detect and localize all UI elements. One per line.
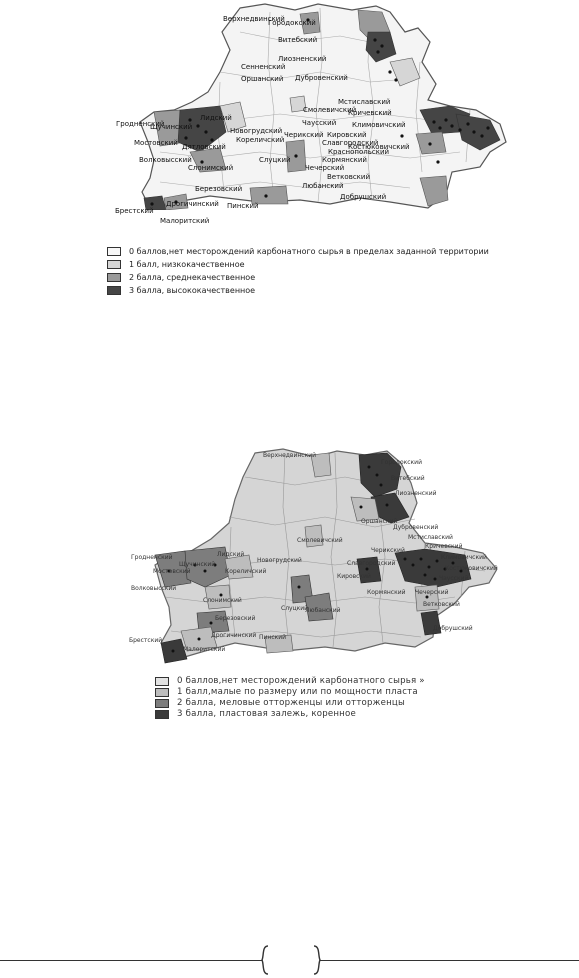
- district-label: Верхнедвинский: [263, 452, 317, 459]
- legend-swatch: [107, 247, 121, 256]
- district-label: Кировский: [337, 573, 371, 580]
- district-label: Костюковичский: [348, 143, 410, 151]
- district-label: Березовский: [195, 185, 243, 193]
- district-label: Ветковский: [327, 173, 370, 181]
- district-label: Гродненский: [116, 120, 165, 128]
- district-label: Дубровенский: [295, 74, 348, 82]
- district-label: Мостовский: [153, 568, 191, 575]
- legend-label: 0 баллов,нет месторождений карбонатного сырья »: [177, 676, 425, 686]
- district-label: Витебский: [391, 475, 425, 482]
- district-label: Березовский: [215, 615, 256, 622]
- legend-label: 2 балла, меловые отторженцы или отторженцы: [177, 698, 405, 708]
- district-label: Пинский: [259, 634, 287, 641]
- district-label: Мстиславский: [408, 534, 453, 541]
- district-label: Славгородский: [347, 560, 396, 567]
- district-label: Черикский: [371, 547, 405, 554]
- legend-swatch: [155, 677, 169, 686]
- district-label: Чаусский: [302, 119, 337, 127]
- district-label: Слуцкий: [281, 605, 309, 612]
- district-label: Добрушский: [433, 625, 473, 632]
- district-label: Лиозненский: [395, 490, 437, 497]
- district-label: Оршанский: [241, 75, 284, 83]
- district-label: Лидский: [217, 551, 245, 558]
- district-label: Чаусский: [439, 575, 469, 582]
- district-label: Сенненский: [241, 63, 286, 71]
- district-label: Слонимский: [203, 597, 242, 604]
- district-label: Климовичский: [352, 121, 406, 129]
- district-label: Брестский: [129, 637, 163, 644]
- district-label: Смолевичский: [303, 106, 357, 114]
- district-label: Любанский: [305, 607, 341, 614]
- district-label: Витебский: [278, 36, 318, 44]
- district-label: Чечерский: [415, 589, 449, 596]
- district-label: Кормянский: [322, 156, 367, 164]
- district-label: Лидский: [200, 114, 232, 122]
- district-label: Брестский: [115, 207, 154, 215]
- district-label: Черикский: [284, 131, 324, 139]
- legend-top: [107, 246, 507, 298]
- legend-bottom: [155, 676, 495, 728]
- district-label: Смолевичский: [297, 537, 343, 544]
- district-label: Волковысский: [131, 585, 177, 592]
- district-label: Кричевский: [425, 543, 463, 550]
- district-label: Лиозненский: [278, 55, 327, 63]
- district-label: Мостовский: [134, 139, 178, 147]
- district-label: Волковысский: [139, 156, 192, 164]
- district-label: Славгородский: [322, 139, 379, 147]
- district-label: Новогрудский: [230, 127, 283, 135]
- district-label: Слуцкий: [259, 156, 291, 164]
- legend-label: 0 баллов,нет месторождений карбонатного сырья в пределах заданной территории: [129, 247, 489, 256]
- district-label: Городокский: [381, 459, 422, 466]
- district-label: Оршанский: [361, 518, 398, 525]
- legend-swatch: [107, 260, 121, 269]
- district-label: Любанский: [302, 182, 344, 190]
- legend-swatch: [155, 688, 169, 697]
- district-label: Верхнедвинский: [223, 15, 285, 23]
- legend-swatch: [155, 710, 169, 719]
- district-label: Краснопольский: [328, 148, 390, 156]
- district-label: Новогрудский: [257, 557, 302, 564]
- district-label: Щучинский: [179, 561, 216, 568]
- district-label: Костюковичский: [445, 565, 498, 572]
- district-label: Кореличский: [225, 568, 267, 575]
- district-label: Малоритский: [183, 646, 226, 653]
- district-label: Мстиславский: [338, 98, 391, 106]
- legend-swatch: [155, 699, 169, 708]
- footer-rule-left: [0, 960, 262, 961]
- district-label: Пинский: [227, 202, 259, 210]
- legend-label: 3 балла, пластовая залежь, коренное: [177, 709, 356, 719]
- district-label: Кировский: [327, 131, 367, 139]
- district-label: Дубровенский: [393, 524, 439, 531]
- legend-swatch: [107, 286, 121, 295]
- district-label: Городокский: [268, 19, 316, 27]
- legend-label: 3 балла, высококачественное: [129, 286, 256, 295]
- legend-label: 1 балл,малые по размеру или по мощности пласта: [177, 687, 418, 697]
- district-label: Щучинский: [150, 123, 193, 131]
- district-label: Дрогичинский: [211, 632, 257, 639]
- district-label: Климовичский: [441, 554, 487, 561]
- legend-label: 1 балл, низкокачественное: [129, 260, 245, 269]
- district-label: Добрушский: [340, 193, 387, 201]
- page-number-bracket: [260, 944, 322, 976]
- district-label: Малоритский: [160, 217, 210, 225]
- legend-swatch: [107, 273, 121, 282]
- district-label: Кормянский: [367, 589, 406, 596]
- district-label: Ветковский: [423, 601, 460, 608]
- district-label: Чечерский: [305, 164, 345, 172]
- district-label: Гродненский: [131, 554, 173, 561]
- map-bottom: [125, 447, 497, 669]
- district-label: Дрогичинский: [166, 200, 219, 208]
- district-label: Кричевский: [348, 109, 392, 117]
- legend-label: 2 балла, среднекачественное: [129, 273, 256, 282]
- district-label: Дятловский: [182, 143, 226, 151]
- map-top: [90, 2, 515, 225]
- footer-rule-right: [320, 960, 579, 961]
- district-label: Слонимский: [188, 164, 234, 172]
- district-label: Кореличский: [236, 136, 285, 144]
